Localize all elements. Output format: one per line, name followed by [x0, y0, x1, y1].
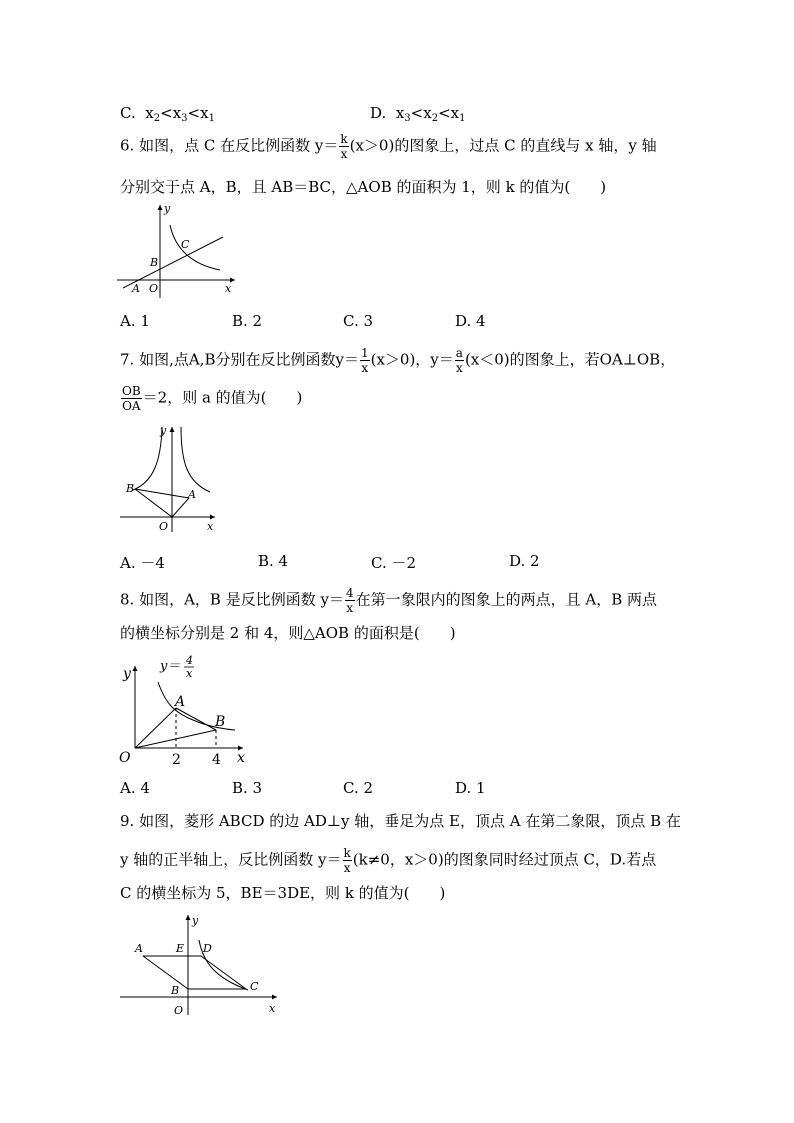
q6-label-b: B	[150, 256, 159, 269]
q8-stem-line2: 的横坐标分别是 2 和 4，则△AOB 的面积是( )	[120, 624, 456, 642]
q8-label-func: y＝	[160, 659, 181, 674]
q7-fraction-2: $\frac{a}{x}$	[455, 346, 463, 375]
q8-fraction: $\frac{4}{x}$	[345, 586, 354, 615]
q6-figure	[115, 200, 245, 300]
q8-tick-4: 4	[212, 752, 221, 768]
q8-label-func-num: 4	[186, 654, 193, 667]
q7-label-a: A	[188, 488, 196, 501]
q7-option-c: C. －2	[371, 554, 417, 572]
q8-option-a: A. 4	[120, 779, 150, 797]
q8-tick-2: 2	[172, 752, 181, 768]
q9-stem-line1: 9. 如图，菱形 ABCD 的边 AD⊥y 轴，垂足为点 E，顶点 A 在第二象限，顶点 B 在	[120, 812, 681, 830]
q8-label-b: B	[215, 714, 226, 730]
q6-label-y: y	[164, 202, 171, 215]
q5-option-d: D. $x_3<x_2<x_1$	[370, 104, 466, 124]
q9-stem-line2: y 轴的正半轴上，反比例函数 y＝ $\frac{k}{x}$ (k≠0，x＞0)的图象同时经过顶点 C，D.若点	[120, 846, 657, 875]
q8-label-x: x	[237, 750, 245, 766]
q7-figure	[115, 422, 225, 537]
q9-label-d: D	[203, 942, 212, 955]
q7-option-b: B. 4	[258, 552, 289, 570]
q6-label-x: x	[225, 282, 232, 295]
q8-label-a: A	[175, 694, 186, 710]
q7-option-d: D. 2	[509, 552, 540, 570]
q7-label-y: y	[160, 424, 167, 437]
q9-label-y: y	[192, 914, 199, 927]
q6-option-c: C. 3	[343, 312, 374, 330]
q6-stem-line2: 分别交于点 A，B，且 AB＝BC，△AOB 的面积为 1，则 k 的值为( )	[120, 178, 607, 196]
q6-fraction: $\frac{k}{x}$	[340, 132, 348, 161]
q7-stem-line2: $\frac{OB}{OA}$ ＝2，则 a 的值为( )	[122, 384, 303, 413]
q8-label-y: y	[123, 666, 131, 682]
q8-option-c: C. 2	[343, 779, 374, 797]
q8-option-b: B. 3	[232, 779, 263, 797]
q6-option-a: A. 1	[120, 312, 150, 330]
q5-option-c: C. $x_2<x_3<x_1$	[120, 104, 215, 124]
q7-stem-line1: 7. 如图,点A,B分别在反比例函数y＝ $\frac{1}{x}$ (x＞0)，y＝ $\frac{a}{x}$ (x＜0)的图象上，若OA⊥OB，	[120, 346, 676, 375]
q6-option-d: D. 4	[455, 312, 486, 330]
q9-figure	[115, 910, 285, 1020]
q7-fraction-3: $\frac{OB}{OA}$	[122, 384, 141, 413]
q9-label-x: x	[269, 1002, 276, 1015]
q8-label-o: O	[119, 750, 131, 766]
q8-option-d: D. 1	[455, 779, 486, 797]
q9-label-c: C	[250, 980, 259, 993]
q9-label-e: E	[176, 942, 185, 955]
q6-option-b: B. 2	[232, 312, 263, 330]
q7-label-o: O	[159, 520, 169, 533]
q7-label-b: B	[126, 482, 135, 495]
q8-label-func-den: x	[186, 667, 193, 680]
q8-stem-line1: 8. 如图，A，B 是反比例函数 y＝ $\frac{4}{x}$ 在第一象限内的图象上的两点，且 A，B 两点	[120, 586, 657, 615]
q7-fraction-1: $\frac{1}{x}$	[360, 346, 369, 375]
q6-stem-line1: 6. 如图，点 C 在反比例函数 y＝ $\frac{k}{x}$ (x＞0)的图象上，过点 C 的直线与 x 轴，y 轴	[120, 132, 657, 161]
q9-label-o: O	[174, 1004, 184, 1017]
q9-fraction: $\frac{k}{x}$	[343, 846, 351, 875]
q7-label-x: x	[207, 520, 214, 533]
q6-label-o: O	[149, 282, 159, 295]
q6-label-a: A	[132, 282, 140, 295]
q8-figure	[115, 652, 255, 770]
q9-label-a: A	[135, 942, 143, 955]
q7-option-a: A. －4	[120, 554, 165, 572]
q6-label-c: C	[181, 238, 190, 251]
q9-label-b: B	[171, 984, 180, 997]
q9-stem-line3: C 的横坐标为 5，BE＝3DE，则 k 的值为( )	[120, 884, 446, 902]
